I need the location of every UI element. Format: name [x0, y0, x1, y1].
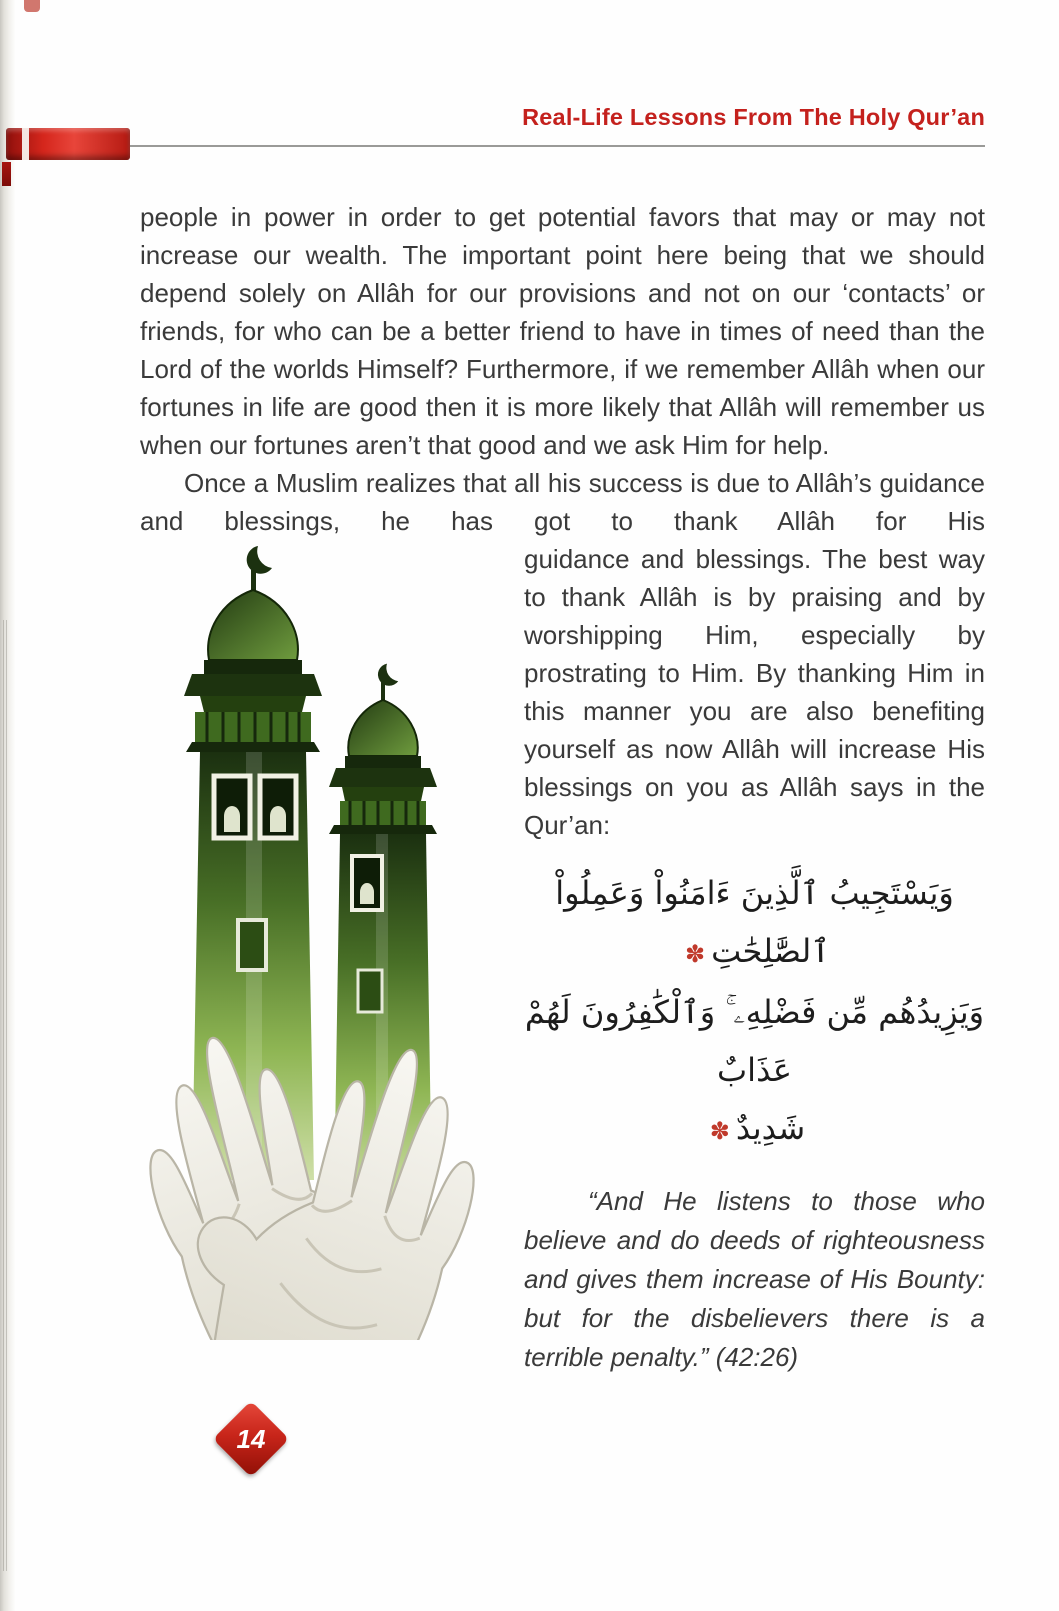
- arabic-text: وَيَزِيدُهُم مِّن فَضْلِهِۦ ۚ وَٱلْكَٰفِرُونَ لَهُمْ عَذَابٌ: [524, 993, 985, 1089]
- arabic-verse: [524, 864, 985, 1160]
- scan-artifact: [24, 0, 40, 12]
- red-scroll-gap: [22, 128, 29, 160]
- red-scroll-ornament: [0, 126, 130, 164]
- page-number-badge: [213, 1401, 289, 1477]
- paragraph-1: people in power in order to get potential favors that may or may not increase our wealth. The important point here being that we should depend solely on Allâh for our provisions and not on our ‘contacts’ or friends, for who can be a better friend to have in times of need than the Lord of the worlds Himself? Furthermore, if we remember Allâh when our fortunes in life are good then it is more likely that Allâh will remember us when our fortunes aren’t that good and we ask Him for help.: [140, 202, 985, 460]
- page-content: [140, 198, 985, 1377]
- illustrated-section: [140, 540, 985, 1377]
- arabic-verse-line: [524, 864, 985, 983]
- verse-ornament-icon: ✽: [709, 1117, 730, 1145]
- arabic-verse-line: [524, 983, 985, 1099]
- scan-edge-texture: [0, 0, 16, 1611]
- verse-ornament-icon: ✽: [684, 940, 706, 968]
- paragraph-2-intro: Once a Muslim realizes that all his success is due to Allâh’s guidance and blessings, he has got to thank Allâh for His: [140, 468, 985, 536]
- text-column: [524, 540, 985, 1377]
- page-number: 14: [236, 1423, 266, 1454]
- header-rule-line: [130, 145, 985, 147]
- minarets-praying-hands-svg: [88, 540, 508, 1340]
- arabic-verse-line: [524, 1099, 985, 1160]
- arabic-text: وَيَسْتَجِيبُ ٱلَّذِينَ ءَامَنُواْ وَعَمِلُواْ ٱلصَّٰلِحَٰتِ: [555, 874, 954, 970]
- page-header-title: Real-Life Lessons From The Holy Qur’an: [522, 104, 985, 130]
- translation-quote: “And He listens to those who believe and do deeds of righteousness and gives them increase of His Bounty: but for the disbelievers there is a terrible penalty.” (42:26): [524, 1186, 985, 1372]
- minarets-praying-hands-illustration: [88, 540, 508, 1340]
- large-minaret-icon: [184, 546, 322, 1180]
- red-scroll-tail: [2, 162, 11, 186]
- paragraph-2-wrapped: guidance and blessings. The best way to thank Allâh is by praising and by worshipping Him, especially by prostrating to Him. By thanking Him in this manner you are also benefiting yourself as now Allâh will increase His blessings on you as Allâh says in the Qur’an:: [524, 544, 985, 840]
- arabic-text: شَدِيدٌ: [735, 1109, 806, 1147]
